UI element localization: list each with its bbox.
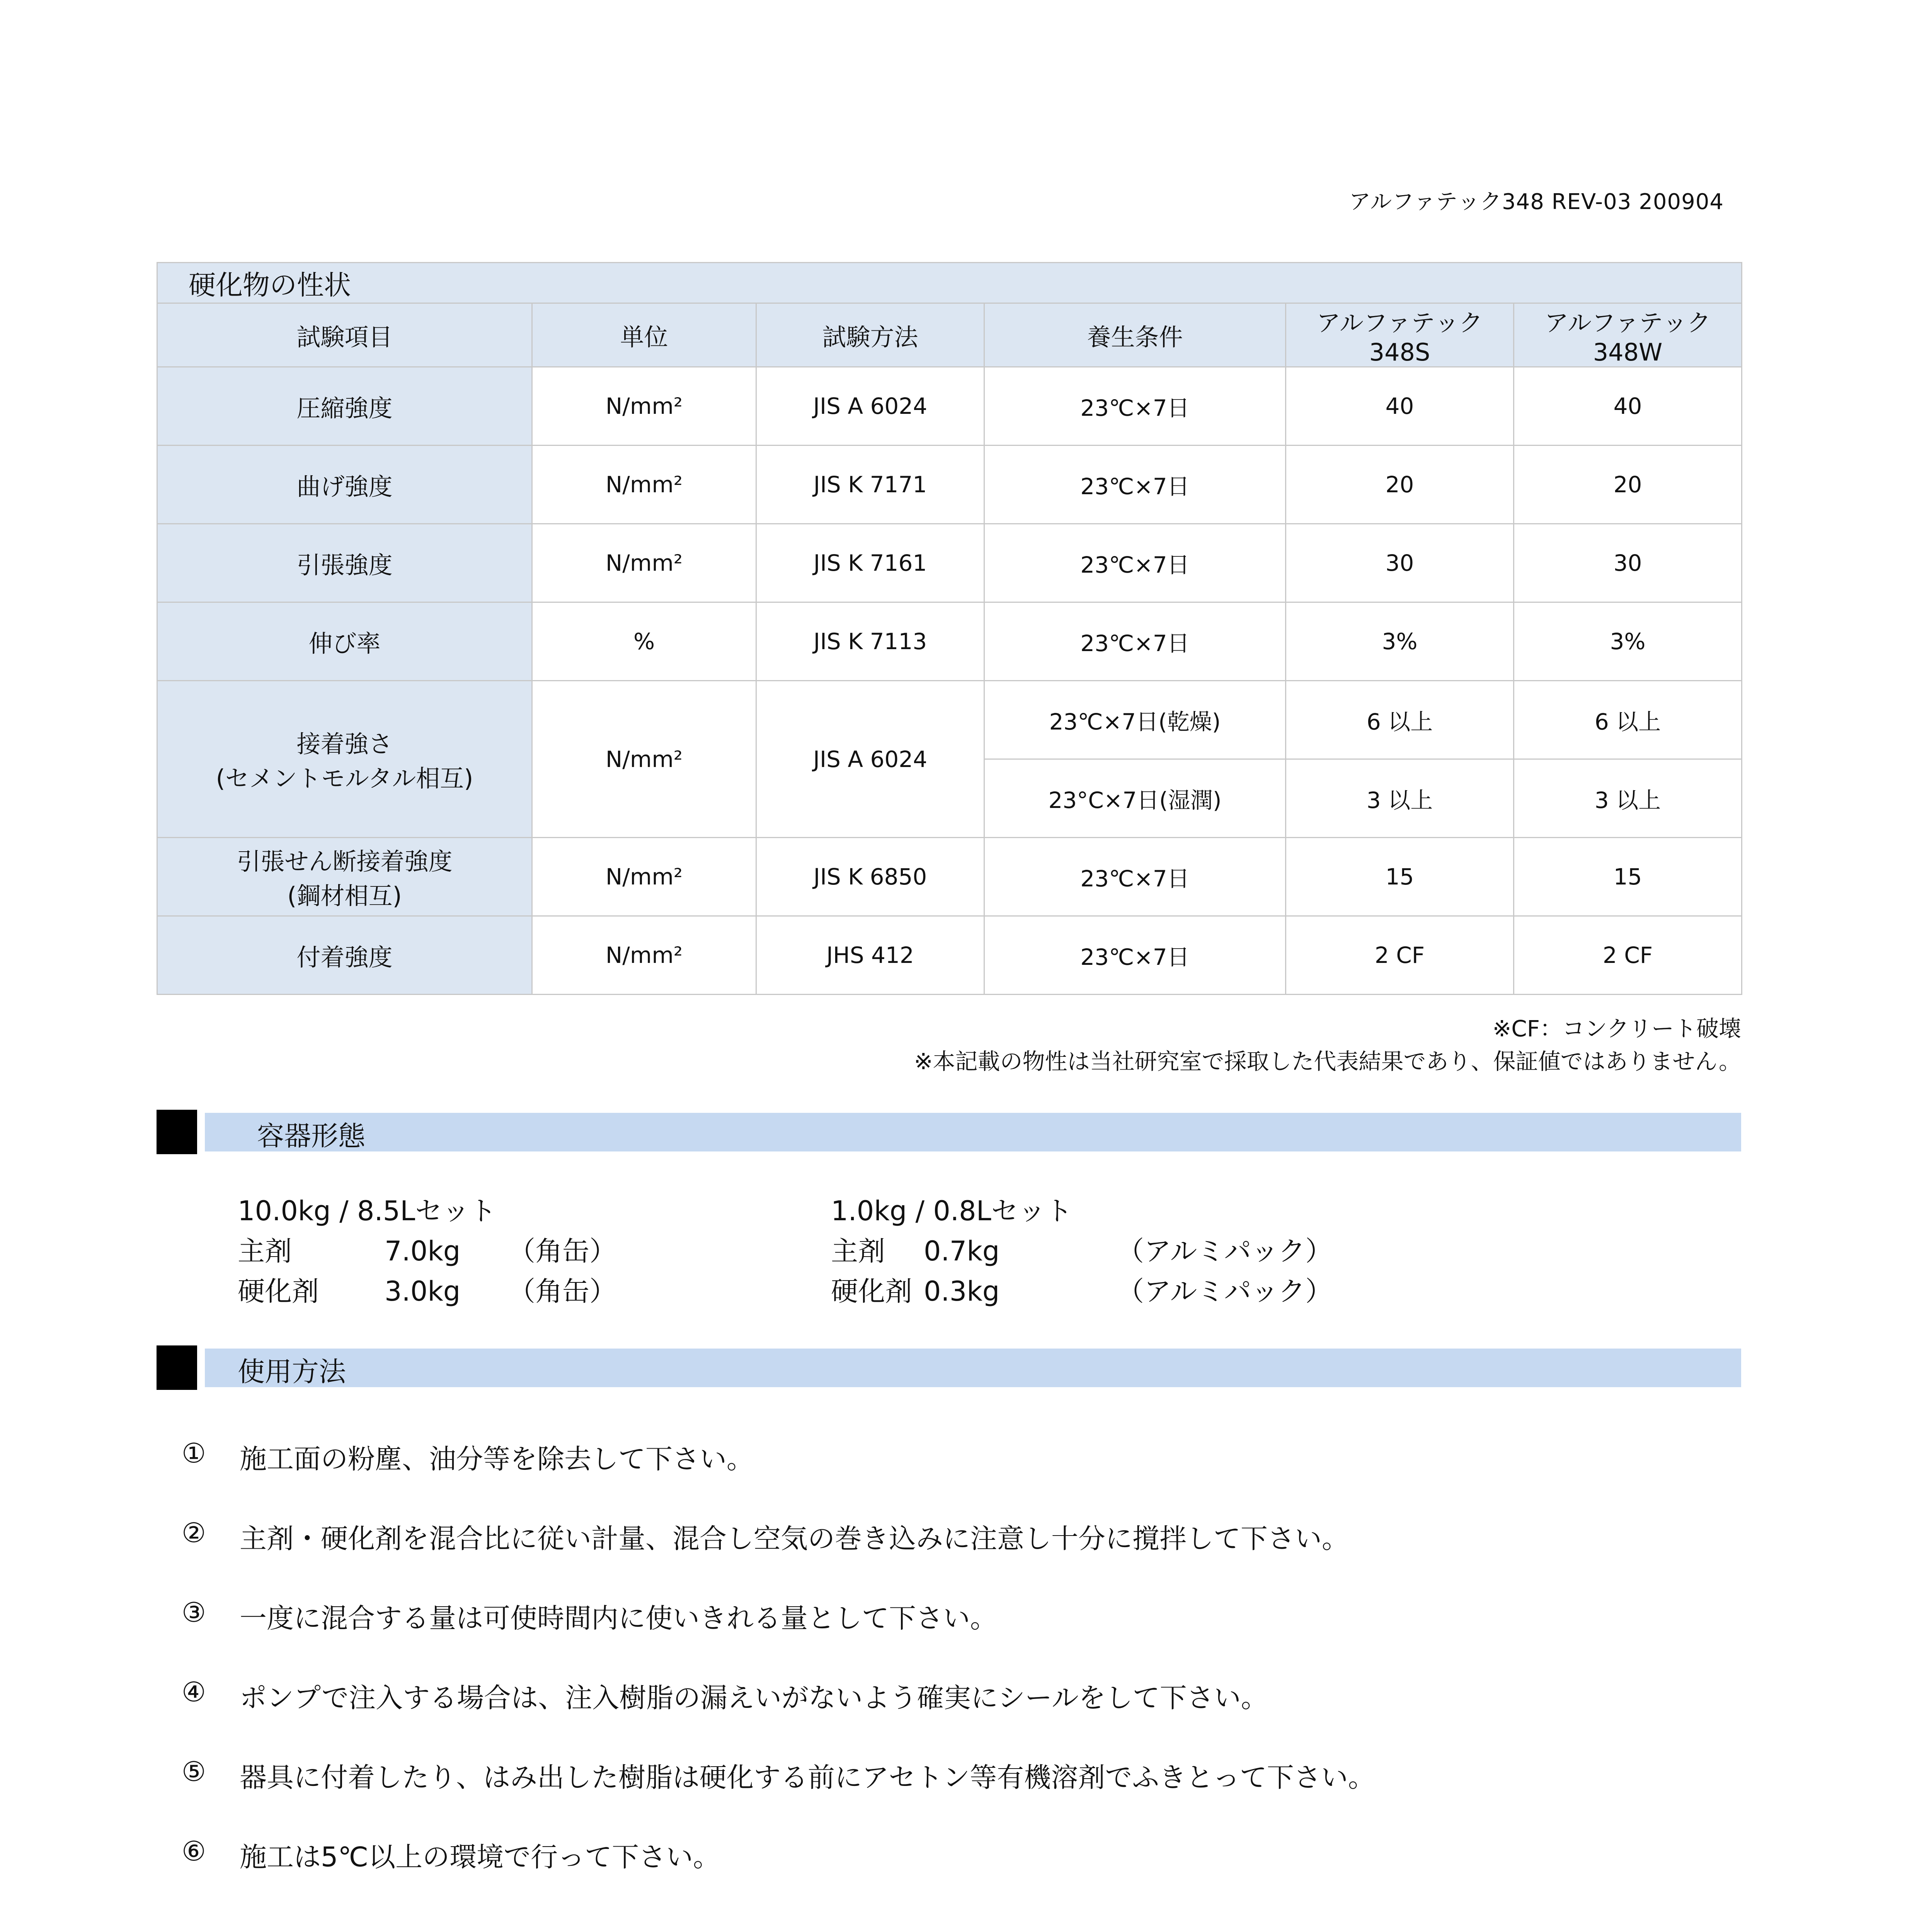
section-band — [205, 1113, 1741, 1151]
step-text: 施工は5℃以上の環境で行って下さい。 — [240, 1841, 720, 1873]
cell-item: 引張強度 — [157, 524, 532, 602]
container-left — [238, 1191, 817, 1311]
cell-348s: 30 — [1286, 524, 1514, 602]
table-row — [157, 367, 1742, 446]
cell-item-adhesion — [157, 681, 532, 838]
usage-title: 使用方法 — [238, 1356, 346, 1388]
cell-348s: 20 — [1286, 446, 1514, 524]
cell-348s: 15 — [1286, 838, 1514, 916]
main-agent-amount: 0.7kg — [924, 1235, 1000, 1267]
shear-sublabel: (鋼材相互) — [287, 882, 402, 910]
step-text: 器具に付着したり、はみ出した樹脂は硬化する前にアセトン等有機溶剤でふきとって下さい。 — [240, 1762, 1375, 1793]
main-agent-pack: （アルミパック） — [1117, 1235, 1333, 1267]
cell-method: JIS A 6024 — [756, 681, 984, 838]
step-number: ④ — [182, 1676, 206, 1708]
cell-348w: 30 — [1514, 524, 1742, 602]
cell-unit: N/mm² — [532, 524, 756, 602]
cell-348s-dry: 6 以上 — [1286, 681, 1514, 759]
step-number: ⑤ — [182, 1756, 206, 1787]
cell-item-shear — [157, 838, 532, 916]
cell-cure: 23℃×7日 — [984, 916, 1286, 995]
cell-348w-dry: 6 以上 — [1514, 681, 1742, 759]
step-text: 主剤・硬化剤を混合比に従い計量、混合し空気の巻き込みに注意し十分に撹拌して下さい。 — [240, 1523, 1349, 1554]
cell-348s-wet: 3 以上 — [1286, 759, 1514, 838]
hardener-pack: （アルミパック） — [1117, 1276, 1333, 1307]
header-348w: アルファテック348W — [1514, 303, 1742, 367]
cell-unit: N/mm² — [532, 838, 756, 916]
cell-348w: 20 — [1514, 446, 1742, 524]
cell-unit: N/mm² — [532, 916, 756, 995]
table-row — [157, 446, 1742, 524]
header-test-item: 試験項目 — [157, 303, 532, 367]
usage-section-header — [157, 1349, 1741, 1387]
hardener-amount: 3.0kg — [385, 1276, 461, 1307]
cell-item: 圧縮強度 — [157, 367, 532, 446]
header-curing: 養生条件 — [984, 303, 1286, 367]
cell-item: 付着強度 — [157, 916, 532, 995]
cell-cure: 23℃×7日 — [984, 367, 1286, 446]
table-row — [157, 681, 1742, 759]
container-right-set: 1.0kg / 0.8Lセット — [831, 1195, 1073, 1227]
cell-cure-wet: 23°C×7日(湿潤) — [984, 759, 1286, 838]
properties-title: 硬化物の性状 — [157, 263, 1742, 303]
cell-unit: N/mm² — [532, 446, 756, 524]
shear-label: 引張せん断接着強度 — [237, 847, 453, 876]
cell-348s: 2 CF — [1286, 916, 1514, 995]
step-text: 一度に混合する量は可使時間内に使いきれる量として下さい。 — [240, 1602, 997, 1634]
section-marker — [157, 1345, 197, 1390]
step-number: ⑥ — [182, 1835, 206, 1867]
section-band — [205, 1349, 1741, 1387]
adhesion-sublabel: (セメントモルタル相互) — [216, 764, 473, 793]
header-method: 試験方法 — [756, 303, 984, 367]
properties-table — [157, 262, 1742, 995]
cell-348s: 40 — [1286, 367, 1514, 446]
cell-item: 伸び率 — [157, 602, 532, 681]
cell-cure: 23℃×7日 — [984, 524, 1286, 602]
document-reference: アルファテック348 REV-03 200904 — [1349, 189, 1724, 214]
main-agent-amount: 7.0kg — [385, 1235, 461, 1267]
section-marker — [157, 1110, 197, 1154]
step-number: ③ — [182, 1597, 206, 1628]
step-text: ポンプで注入する場合は、注入樹脂の漏えいがないよう確実にシールをして下さい。 — [240, 1682, 1268, 1714]
table-row — [157, 602, 1742, 681]
container-left-set: 10.0kg / 8.5Lセット — [238, 1195, 497, 1227]
container-title: 容器形態 — [257, 1120, 365, 1152]
header-unit: 単位 — [532, 303, 756, 367]
cell-cure: 23℃×7日 — [984, 602, 1286, 681]
step-number: ① — [182, 1437, 206, 1469]
table-row — [157, 524, 1742, 602]
cell-cure-dry: 23℃×7日(乾燥) — [984, 681, 1286, 759]
table-row — [157, 916, 1742, 995]
hardener-label: 硬化剤 — [831, 1276, 912, 1307]
adhesion-label: 接着強さ — [296, 730, 393, 758]
cell-348w: 3% — [1514, 602, 1742, 681]
cell-348w: 2 CF — [1514, 916, 1742, 995]
hardener-pack: （角缶） — [508, 1276, 616, 1307]
main-agent-pack: （角缶） — [508, 1235, 616, 1267]
cell-method: JIS K 7113 — [756, 602, 984, 681]
step-text: 施工面の粉塵、油分等を除去して下さい。 — [240, 1443, 754, 1475]
cf-note: ※CF：コンクリート破壊 — [1492, 1015, 1741, 1042]
cell-cure: 23℃×7日 — [984, 446, 1286, 524]
cell-348w: 40 — [1514, 367, 1742, 446]
main-agent-label: 主剤 — [831, 1235, 885, 1267]
step-number: ② — [182, 1517, 206, 1549]
cell-unit: N/mm² — [532, 681, 756, 838]
cell-348s: 3% — [1286, 602, 1514, 681]
cell-method: JIS K 6850 — [756, 838, 984, 916]
main-agent-label: 主剤 — [238, 1235, 292, 1267]
cell-item: 曲げ強度 — [157, 446, 532, 524]
cell-unit: N/mm² — [532, 367, 756, 446]
cell-method: JIS K 7161 — [756, 524, 984, 602]
hardener-amount: 0.3kg — [924, 1276, 1000, 1307]
cell-cure: 23℃×7日 — [984, 838, 1286, 916]
hardener-label: 硬化剤 — [238, 1276, 319, 1307]
cell-method: JIS K 7171 — [756, 446, 984, 524]
cell-348w: 15 — [1514, 838, 1742, 916]
cell-method: JHS 412 — [756, 916, 984, 995]
disclaimer-note: ※本記載の物性は当社研究室で採取した代表結果であり、保証値ではありません。 — [914, 1048, 1741, 1075]
table-row — [157, 838, 1742, 916]
cell-method: JIS A 6024 — [756, 367, 984, 446]
container-section-header — [157, 1113, 1741, 1151]
cell-unit: % — [532, 602, 756, 681]
container-right — [831, 1191, 1565, 1311]
cell-348w-wet: 3 以上 — [1514, 759, 1742, 838]
header-348s: アルファテック348S — [1286, 303, 1514, 367]
